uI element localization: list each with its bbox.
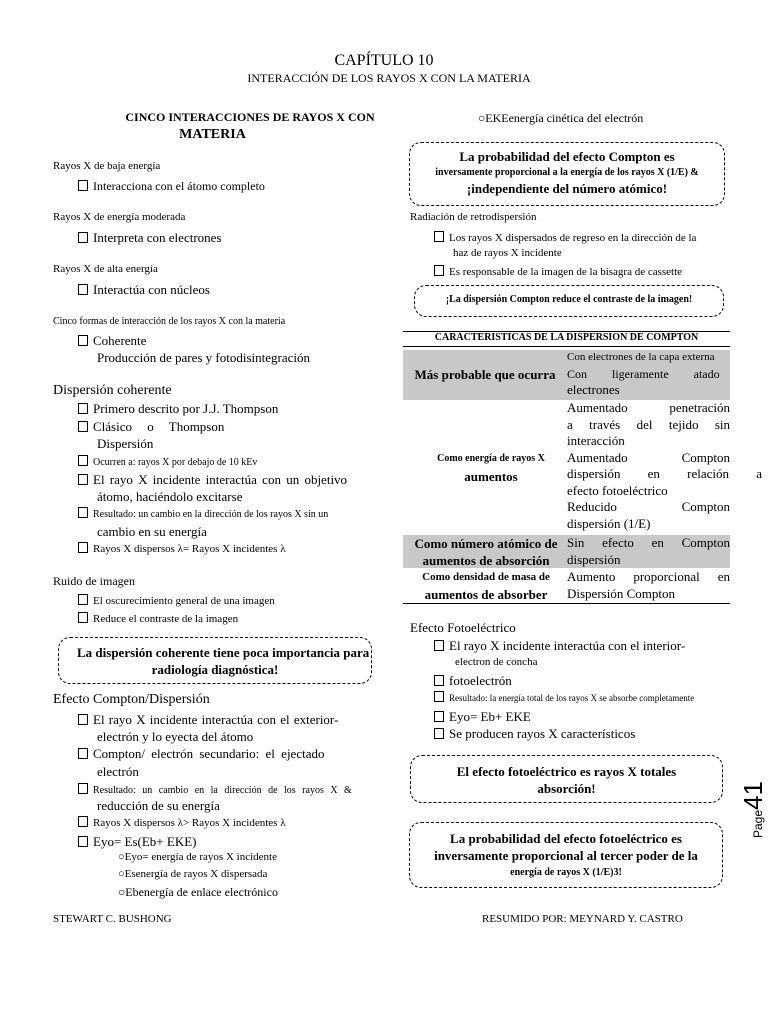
callout-line: energía de rayos X (1/E)3! — [510, 867, 622, 878]
bullet-icon — [78, 180, 88, 191]
list-item: Los rayos X dispersados de regreso en la dirección de la — [434, 231, 696, 244]
callout-line: ¡independiente del número atómico! — [466, 181, 668, 196]
five-forms-label: Cinco formas de interacción de los rayos X con la materia — [53, 316, 286, 327]
moderate-energy-label: Rayos X de energía moderada — [53, 211, 186, 223]
callout-line: inversamente proporcional al tercer poder de la — [434, 848, 698, 863]
table-title: CARACTERISTICAS DE LA DISPERSION DE COMPTON — [434, 332, 699, 343]
row2-left: Como energía de rayos X aumentos — [437, 453, 545, 484]
list-item: El rayo X incidente interactúa con un objetivo — [78, 472, 347, 488]
callout-line: inversamente proporcional a la energía de los rayos X (1/E) & — [435, 167, 699, 178]
list-item: Coherente — [78, 333, 146, 349]
list-item: Interactúa con núcleos — [78, 282, 210, 298]
list-item: fotoelectrón — [434, 673, 512, 689]
bullet-icon — [78, 542, 88, 553]
bullet-icon — [78, 748, 88, 759]
list-item: El rayo X incidente interactúa con el exterior- — [78, 712, 338, 728]
page-number: Page41 — [738, 781, 768, 838]
bullet-icon — [78, 403, 88, 414]
bullet-icon — [78, 284, 88, 295]
list-item: Se producen rayos X característicos — [434, 726, 635, 742]
callout-compton-probability — [409, 142, 725, 206]
list-item-cont: cambio en su energía — [97, 524, 207, 539]
list-item-cont: electron de concha — [455, 656, 538, 668]
list-item-cont: electrón — [97, 764, 139, 779]
chapter-subtitle: INTERACCIÓN DE LOS RAYOS X CON LA MATERIA — [247, 71, 531, 85]
bullet-icon — [78, 507, 88, 518]
list-item: Resultado: un cambio en la dirección de los rayos X & — [78, 783, 352, 796]
list-item: Resultado: la energía total de los rayos X se absorbe completamente — [434, 691, 694, 703]
list-item: Es responsable de la imagen de la bisagra de cassette — [434, 265, 682, 278]
coherent-title: Dispersión coherente — [53, 383, 172, 398]
chapter-title: CAPÍTULO 10 — [334, 52, 434, 69]
list-item: Rayos X dispersos λ= Rayos X incidentes λ — [78, 542, 286, 555]
bullet-icon — [434, 640, 444, 651]
bullet-icon — [434, 231, 444, 242]
list-item: El rayo X incidente interactúa con el interior- — [434, 638, 685, 654]
table-rule — [403, 346, 730, 347]
bullet-icon — [78, 612, 88, 623]
table-bottom-rule — [403, 603, 730, 604]
callout-line: La probabilidad del efecto Compton es — [459, 149, 675, 164]
bullet-icon — [78, 455, 88, 466]
row1-right: Con electrones de la capa externa Con ligeramente atado electrones — [567, 351, 720, 397]
bullet-icon — [78, 783, 88, 794]
bullet-icon — [78, 232, 88, 243]
row4-right: Aumento proporcional en Dispersión Compton — [567, 569, 730, 601]
footer-summarizer: RESUMIDO POR: MEYNARD Y. CASTRO — [482, 913, 683, 925]
callout-line: absorción! — [537, 781, 596, 796]
low-energy-label: Rayos X de baja energía — [53, 160, 161, 172]
callout-photoelectric-absorption — [410, 755, 723, 803]
list-item-cont: Dispersión — [97, 436, 154, 451]
formula-term: ○Eyo= energía de rayos X incidente — [118, 851, 277, 863]
list-item-cont: haz de rayos X incidente — [453, 247, 562, 259]
row3-right: Sin efecto en Compton dispersión — [567, 535, 730, 567]
list-item: Interpreta con electrones — [78, 230, 221, 246]
backscatter-title: Radiación de retrodispersión — [410, 211, 537, 223]
callout-photoelectric-probability — [409, 822, 723, 888]
list-item: Ocurren a: rayos X por debajo de 10 kEv — [78, 455, 257, 468]
callout-line: La dispersión coherente tiene poca importancia para — [77, 645, 370, 660]
bullet-icon — [434, 265, 444, 276]
formula-term: ○Ebenergía de enlace electrónico — [118, 885, 278, 899]
bullet-icon — [78, 836, 88, 847]
bullet-icon — [434, 675, 444, 686]
bullet-icon — [434, 711, 444, 722]
bullet-icon — [434, 691, 444, 702]
list-item: Reduce el contraste de la imagen — [78, 612, 238, 625]
bullet-icon — [78, 421, 88, 432]
pair-production-text: Producción de pares y fotodisintegración — [97, 350, 310, 365]
row4-left: Como densidad de masa de aumentos de absorber — [422, 571, 550, 602]
compton-title: Efecto Compton/Dispersión — [53, 692, 210, 707]
list-item: Primero descrito por J.J. Thompson — [78, 401, 278, 417]
callout-coherent-importance — [58, 637, 372, 684]
formula-term: ○Esenergía de rayos X dispersada — [118, 868, 268, 880]
photoelectric-title: Efecto Fotoeléctrico — [410, 620, 516, 635]
kinetic-energy-term: ○EKEenergía cinética del electrón — [478, 111, 644, 125]
bullet-icon — [78, 474, 88, 485]
list-item: Interacciona con el átomo completo — [78, 179, 265, 194]
list-item-cont: átomo, haciéndolo excitarse — [97, 489, 243, 504]
callout-line: La probabilidad del efecto fotoeléctrico es — [450, 831, 682, 846]
high-energy-label: Rayos X de alta energía — [53, 263, 158, 275]
list-item: Compton/ electrón secundario: el ejectado — [78, 746, 324, 762]
footer-author: STEWART C. BUSHONG — [53, 913, 172, 925]
section-title-line2: MATERIA — [179, 127, 246, 142]
bullet-icon — [78, 335, 88, 346]
callout-compton-contrast: ¡La dispersión Compton reduce el contraste de la imagen! — [414, 285, 724, 317]
bullet-icon — [434, 728, 444, 739]
section-title-line1: CINCO INTERACCIONES DE RAYOS X CON — [125, 110, 375, 124]
bullet-icon — [78, 594, 88, 605]
row1-left: Más probable que ocurra — [414, 367, 556, 382]
callout-line: El efecto fotoeléctrico es rayos X totales — [456, 764, 677, 779]
list-item: Eyo= Es(Eb+ EKE) — [78, 834, 196, 850]
list-item-cont: electrón y lo eyecta del átomo — [97, 729, 254, 744]
callout-line: radiología diagnóstica! — [151, 662, 279, 677]
bullet-icon — [78, 816, 88, 827]
list-item: El oscurecimiento general de una imagen — [78, 594, 275, 607]
list-item-cont: reducción de su energía — [97, 798, 220, 813]
list-item: Eyo= Eb+ EKE — [434, 709, 531, 725]
list-item: Rayos X dispersos λ> Rayos X incidentes λ — [78, 816, 286, 829]
list-item: Resultado: un cambio en la dirección de los rayos X sin un — [78, 507, 328, 520]
row3-left: Como número atómico de aumentos de absorción — [414, 536, 558, 568]
bullet-icon — [78, 714, 88, 725]
list-item: Clásico o Thompson — [78, 419, 224, 435]
row2-right: Aumentado penetración a través del tejido sin interacción Aumentado Compton dispersión en relación a efecto fotoeléctrico Reducido Compton dispersión (1/E) — [567, 400, 762, 531]
image-noise-title: Ruido de imagen — [53, 574, 135, 588]
